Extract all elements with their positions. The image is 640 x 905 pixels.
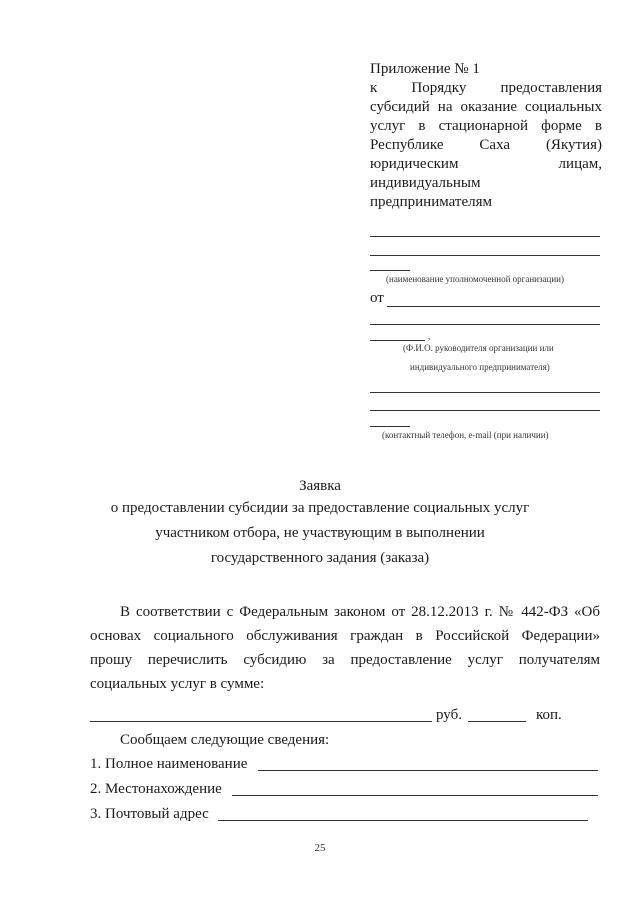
head-caption: (Ф.И.О. руководителя организации или	[403, 343, 554, 353]
amount-kop-field[interactable]	[468, 721, 526, 722]
full-name-line[interactable]	[258, 770, 598, 771]
head-name-line[interactable]	[387, 306, 600, 307]
comma: ,	[428, 331, 431, 341]
field-label: 1. Полное наименование	[90, 756, 248, 772]
body-paragraph	[90, 600, 600, 696]
appendix-line: Республике Саха (Якутия)	[370, 137, 602, 153]
contact-line[interactable]	[370, 410, 600, 411]
field-label: 2. Местонахождение	[90, 781, 222, 797]
document-subtitle: о предоставлении субсидии за предоставление социальных услуг	[110, 500, 530, 516]
head-caption: индивидуального предпринимателя)	[410, 362, 550, 372]
body-line: В соответствии с Федеральным законом от 28.12.2013 г. № 442-ФЗ «Об	[120, 604, 600, 620]
appendix-line: субсидий на оказание социальных	[370, 99, 602, 115]
org-name-line[interactable]	[370, 236, 600, 237]
contact-line-short[interactable]	[370, 426, 410, 427]
body-line: социальных услуг в сумме:	[90, 676, 265, 692]
appendix-line: услуг в стационарной форме в	[370, 118, 602, 134]
rub-label: руб.	[436, 707, 462, 723]
appendix-line: предпринимателям	[370, 194, 492, 210]
document-title: Заявка	[299, 478, 341, 494]
from-label: от	[370, 290, 384, 306]
location-line[interactable]	[232, 795, 598, 796]
org-name-line[interactable]	[370, 255, 600, 256]
body-line: прошу перечислить субсидию за предоставление услуг получателям	[90, 652, 600, 668]
document-subtitle: участником отбора, не участвующим в выполнении	[155, 525, 485, 541]
appendix-heading: Приложение № 1	[370, 61, 480, 77]
field-label: 3. Почтовый адрес	[90, 806, 209, 822]
amount-rub-field[interactable]	[90, 721, 432, 722]
head-name-line-short[interactable]	[370, 340, 425, 341]
appendix-block	[370, 60, 602, 212]
appendix-line: индивидуальным	[370, 175, 481, 191]
document-subtitle: государственного задания (заказа)	[210, 550, 430, 566]
body-line: основах социального обслуживания граждан в Российской Федерации»	[90, 628, 600, 644]
org-caption: (наименование уполномоченной организации)	[386, 274, 564, 284]
contact-line[interactable]	[370, 392, 600, 393]
page-number: 25	[314, 842, 326, 854]
amount-row	[90, 707, 600, 727]
head-name-line[interactable]	[370, 324, 600, 325]
appendix-line: юридическим лицам,	[370, 156, 602, 172]
appendix-line: к Порядку предоставления	[370, 80, 602, 96]
info-intro: Сообщаем следующие сведения:	[120, 732, 330, 748]
org-name-line-short[interactable]	[370, 270, 410, 271]
kop-label: коп.	[536, 707, 562, 723]
postal-address-line[interactable]	[218, 820, 588, 821]
contact-caption: (контактный телефон, e-mail (при наличии)	[382, 430, 549, 440]
